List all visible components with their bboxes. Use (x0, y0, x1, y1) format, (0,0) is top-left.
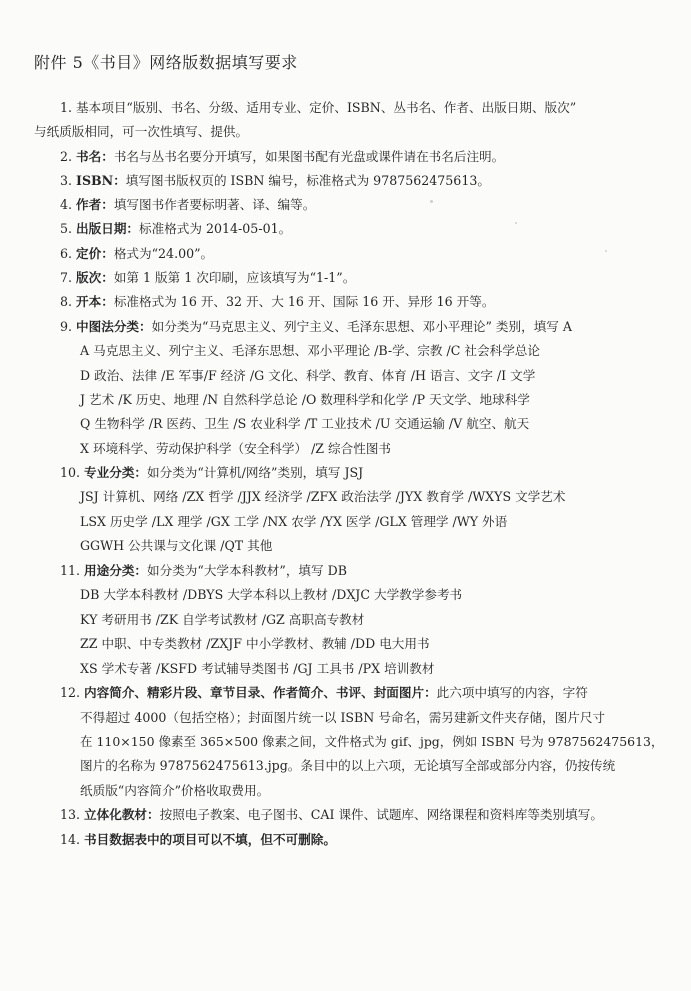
item-10-line-2: JSJ 计算机、网络 /ZX 哲学 /JJX 经济学 /ZFX 政治法学 /JYX 教育学 /WXYS 文学艺术 (80, 489, 566, 504)
item-9-line-3: D 政治、法律 /E 军事/F 经济 /G 文化、科学、教育、体育 /H 语言、文字 /I 文学 (80, 368, 536, 383)
item-text: 基本项目“版别、书名、分级、适用专业、定价、ISBN、丛书名、作者、出版日期、版次” (76, 100, 577, 115)
item-9-line-6: X 环境科学、劳动保护科学（安全科学） /Z 综合性图书 (80, 441, 392, 456)
item-11-line-4: ZZ 中职、中专类教材 /ZXJF 中小学教材、教辅 /DD 电大用书 (80, 636, 430, 651)
item-1-line-1 (60, 100, 576, 116)
item-number: 1. (60, 100, 73, 115)
item-9-line-2: A 马克思主义、列宁主义、毛泽东思想、邓小平理论 /B-学、宗教 /C 社会科学总论 (80, 343, 540, 358)
item-label: ISBN： (76, 173, 126, 188)
item-label: 定价： (76, 246, 114, 261)
item-12-line-5: 纸质版“内容简介”价格收取费用。 (80, 783, 270, 798)
item-text: 如分类为“大学本科教材”，填写 DB (147, 563, 347, 578)
item-11-line-3: KY 考研用书 /ZK 自学考试教材 /GZ 高职高专教材 (80, 612, 365, 627)
item-number: 10. (60, 465, 81, 480)
item-text: 如分类为“马克思主义、列宁主义、毛泽东思想、邓小平理论” 类别，填写 A (151, 319, 572, 334)
item-number: 3. (60, 173, 73, 188)
item-10-line-1 (60, 465, 363, 481)
item-12-line-3: 在 110×150 像素至 365×500 像素之间，文件格式为 gif、jpg，例如 ISBN 号为 9787562475613， (80, 734, 664, 749)
scan-speck (605, 250, 607, 252)
item-label: 内容简介、精彩片段、章节目录、作者简介、书评、封面图片： (84, 685, 437, 700)
item-11-line-1 (60, 563, 347, 579)
item-number: 11. (60, 563, 81, 578)
item-13 (60, 807, 603, 823)
item-number: 9. (60, 319, 73, 334)
item-label: 立体化教材： (84, 807, 160, 822)
item-5 (60, 221, 291, 237)
item-8 (60, 294, 494, 310)
item-6 (60, 246, 213, 262)
item-text: 标准格式为 2014-05-01。 (139, 221, 292, 236)
item-11-line-5: XS 学术专著 /KSFD 考试辅导类图书 /GJ 工具书 /PX 培训教材 (80, 661, 435, 676)
item-label: 书名： (76, 149, 114, 164)
item-text: 如第 1 版第 1 次印刷，应该填写为“1-1”。 (113, 270, 356, 285)
item-12-line-1 (60, 685, 588, 701)
item-number: 7. (60, 270, 73, 285)
scan-speck (430, 200, 433, 203)
item-label: 作者： (76, 197, 114, 212)
item-label: 中图法分类： (76, 319, 152, 334)
item-11-line-2: DB 大学本科教材 /DBYS 大学本科以上教材 /DXJC 大学教学参考书 (80, 587, 463, 602)
item-text: 书名与丛书名要分开填写，如果图书配有光盘或课件请在书名后注明。 (113, 149, 505, 164)
item-text: 填写图书版权页的 ISBN 编号，标准格式为 9787562475613。 (125, 173, 490, 188)
item-9-line-1 (60, 319, 572, 335)
item-number: 13. (60, 807, 81, 822)
item-label: 出版日期： (76, 221, 140, 236)
item-12-line-2: 不得超过 4000（包括空格）；封面图片统一以 ISBN 号命名，需另建新文件夹存储，图片尺寸 (80, 710, 606, 725)
item-9-line-5: Q 生物科学 /R 医药、卫生 /S 农业科学 /T 工业技术 /U 交通运输 /V 航空、航天 (80, 416, 530, 431)
item-14 (60, 832, 336, 848)
item-text: 按照电子教案、电子图书、CAI 课件、试题库、网络课程和资料库等类别填写。 (159, 807, 603, 822)
item-2 (60, 149, 504, 165)
item-number: 5. (60, 221, 73, 236)
item-text: 格式为“24.00”。 (113, 246, 214, 261)
item-text: 填写图书作者要标明著、译、编等。 (113, 197, 316, 212)
item-7 (60, 270, 355, 286)
item-text: 如分类为“计算机/网络”类别，填写 JSJ (147, 465, 364, 480)
item-number: 6. (60, 246, 73, 261)
item-number: 12. (60, 685, 81, 700)
item-3 (60, 173, 490, 189)
item-10-line-3: LSX 历史学 /LX 理学 /GX 工学 /NX 农学 /YX 医学 /GLX 管理学 /WY 外语 (80, 514, 508, 529)
page-title: 附件 5《书目》网络版数据填写要求 (34, 53, 298, 72)
item-text: 此六项中填写的内容，字符 (436, 685, 588, 700)
item-text: 标准格式为 16 开、32 开、大 16 开、国际 16 开、异形 16 开等。 (113, 294, 495, 309)
item-12-line-4: 图片的名称为 9787562475613.jpg。条目中的以上六项，无论填写全部或部分内容，仍按传统 (80, 758, 616, 773)
item-label: 用途分类： (84, 563, 148, 578)
item-text: 书目数据表中的项目可以不填，但不可删除。 (84, 832, 336, 847)
item-10-line-4: GGWH 公共课与文化课 /QT 其他 (80, 538, 273, 553)
scan-speck (515, 222, 517, 224)
item-number: 2. (60, 149, 73, 164)
item-number: 4. (60, 197, 73, 212)
item-label: 专业分类： (84, 465, 148, 480)
item-9-line-4: J 艺术 /K 历史、地理 /N 自然科学总论 /O 数理科学和化学 /P 天文学、地球科学 (80, 392, 530, 407)
item-label: 版次： (76, 270, 114, 285)
item-1-line-2: 与纸质版相同，可一次性填写、提供。 (34, 124, 249, 139)
item-4 (60, 197, 315, 213)
item-label: 开本： (76, 294, 114, 309)
item-number: 14. (60, 832, 81, 847)
item-number: 8. (60, 294, 73, 309)
